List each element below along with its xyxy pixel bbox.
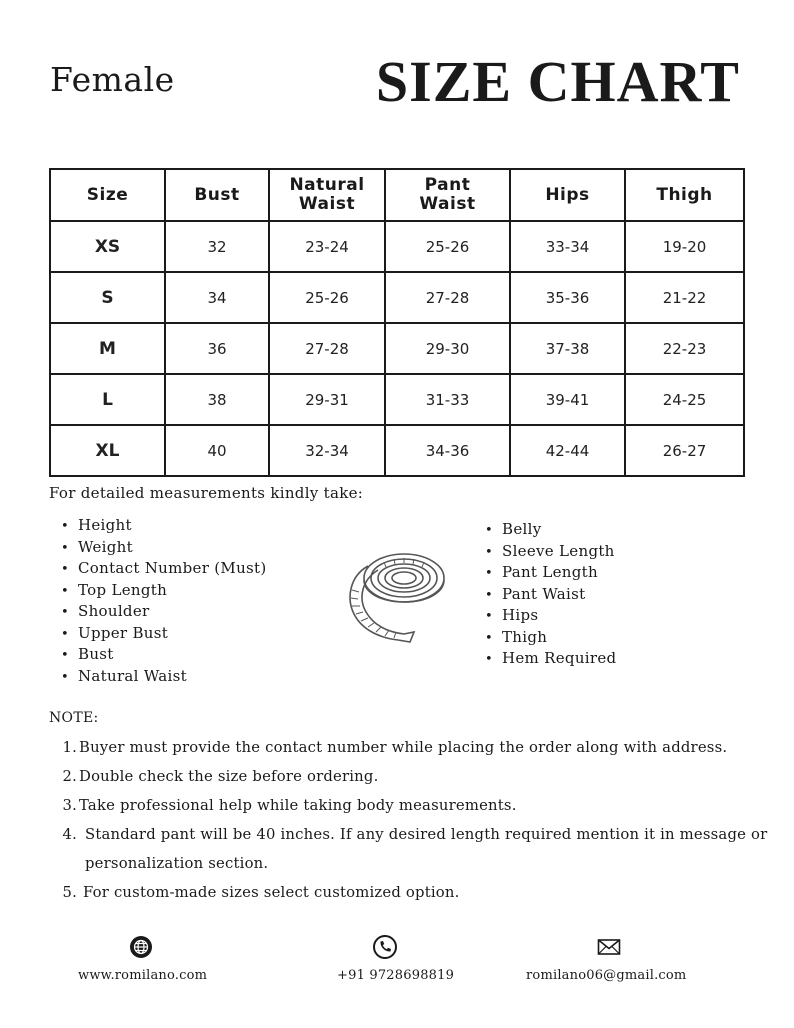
list-item: • Upper Bust (59, 623, 267, 645)
hips-cell: 39-41 (510, 374, 625, 425)
column-header-natural-waist: Natural Waist (269, 169, 385, 221)
bust-cell: 38 (165, 374, 269, 425)
column-header-size: Size (50, 169, 165, 221)
pant-waist-cell: 31-33 (385, 374, 510, 425)
table-row (50, 272, 744, 323)
note-item (55, 762, 775, 791)
natural-waist-cell: 29-31 (269, 374, 385, 425)
thigh-cell: 21-22 (625, 272, 744, 323)
note-item (55, 878, 775, 907)
size-chart-table (49, 168, 745, 477)
email-link[interactable]: romilano06@gmail.com (526, 968, 687, 983)
bust-cell: 40 (165, 425, 269, 476)
phone-icon (372, 934, 398, 960)
note-text: Standard pant will be 40 inches. If any desired length required mention it in message or personalization section. (85, 826, 768, 872)
list-item: • Pant Length (483, 562, 616, 584)
size-cell: XL (50, 425, 165, 476)
column-header-pant-waist: Pant Waist (385, 169, 510, 221)
pant-waist-cell: 27-28 (385, 272, 510, 323)
bust-cell: 34 (165, 272, 269, 323)
note-number: 3. (62, 797, 77, 814)
list-item: • Natural Waist (59, 666, 267, 688)
note-heading: NOTE: (49, 710, 99, 726)
table-row (50, 221, 744, 272)
bust-cell: 36 (165, 323, 269, 374)
list-item: • Shoulder (59, 601, 267, 623)
thigh-cell: 19-20 (625, 221, 744, 272)
note-number: 1. (62, 739, 77, 756)
page-title: SIZE CHART (375, 49, 740, 114)
hips-cell: 35-36 (510, 272, 625, 323)
hips-cell: 37-38 (510, 323, 625, 374)
thigh-cell: 24-25 (625, 374, 744, 425)
natural-waist-cell: 25-26 (269, 272, 385, 323)
natural-waist-cell: 23-24 (269, 221, 385, 272)
table-row (50, 374, 744, 425)
list-item: • Thigh (483, 627, 616, 649)
note-number: 5. (62, 884, 77, 901)
size-cell: XS (50, 221, 165, 272)
list-item: • Weight (59, 537, 267, 559)
measurement-list-left (59, 515, 267, 687)
note-text: Double check the size before ordering. (79, 768, 379, 785)
pant-waist-cell: 29-30 (385, 323, 510, 374)
page-subtitle: Female (50, 60, 175, 99)
note-text: Take professional help while taking body measurements. (79, 797, 517, 814)
column-header-thigh: Thigh (625, 169, 744, 221)
measuring-tape-icon (340, 540, 450, 650)
column-header-hips: Hips (510, 169, 625, 221)
measurement-list-right (483, 519, 616, 670)
natural-waist-cell: 32-34 (269, 425, 385, 476)
pant-waist-cell: 25-26 (385, 221, 510, 272)
list-item: • Hips (483, 605, 616, 627)
size-cell: L (50, 374, 165, 425)
notes-list (55, 733, 775, 907)
list-item: • Belly (483, 519, 616, 541)
hips-cell: 42-44 (510, 425, 625, 476)
list-item: • Sleeve Length (483, 541, 616, 563)
measurement-instructions: For detailed measurements kindly take: (49, 484, 364, 502)
table-header-row (50, 169, 744, 221)
mail-icon (596, 934, 622, 960)
list-item: • Top Length (59, 580, 267, 602)
thigh-cell: 26-27 (625, 425, 744, 476)
size-cell: S (50, 272, 165, 323)
note-item (55, 791, 775, 820)
globe-icon (128, 934, 154, 960)
hips-cell: 33-34 (510, 221, 625, 272)
bust-cell: 32 (165, 221, 269, 272)
note-item (55, 820, 775, 878)
table-row (50, 323, 744, 374)
list-item: • Contact Number (Must) (59, 558, 267, 580)
list-item: • Height (59, 515, 267, 537)
note-text: Buyer must provide the contact number while placing the order along with address. (79, 739, 728, 756)
list-item: • Pant Waist (483, 584, 616, 606)
note-number: 4. (62, 826, 77, 843)
list-item: • Bust (59, 644, 267, 666)
pant-waist-cell: 34-36 (385, 425, 510, 476)
thigh-cell: 22-23 (625, 323, 744, 374)
table-row (50, 425, 744, 476)
natural-waist-cell: 27-28 (269, 323, 385, 374)
note-number: 2. (62, 768, 77, 785)
website-link[interactable]: www.romilano.com (78, 968, 208, 983)
column-header-bust: Bust (165, 169, 269, 221)
note-text: For custom-made sizes select customized option. (83, 884, 460, 901)
note-item (55, 733, 775, 762)
list-item: • Hem Required (483, 648, 616, 670)
phone-number[interactable]: +91 9728698819 (337, 968, 455, 983)
size-cell: M (50, 323, 165, 374)
